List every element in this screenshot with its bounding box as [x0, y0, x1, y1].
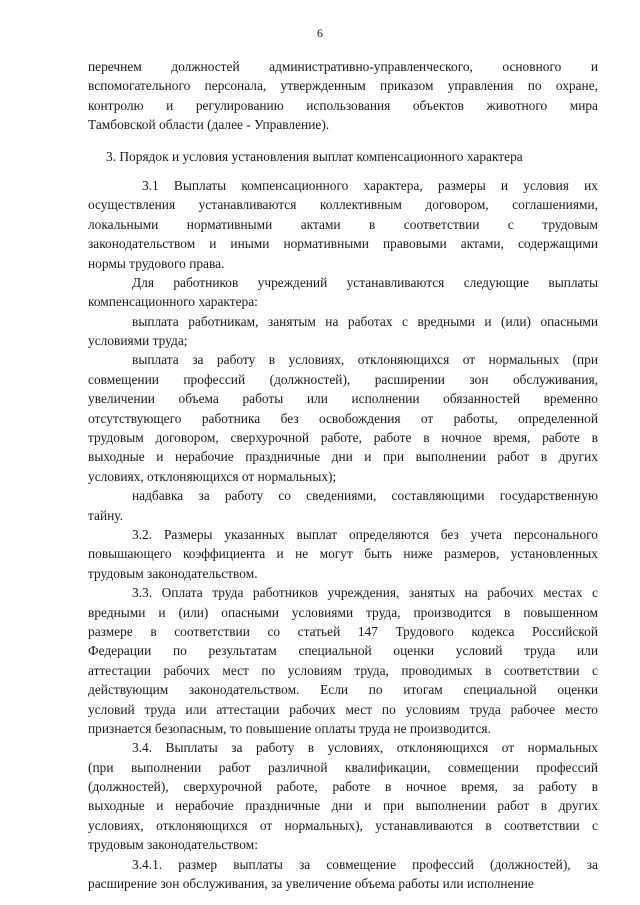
- text-line: повышающего коэффициента и не могут быть ниже размеров, установленных: [88, 546, 598, 562]
- section-heading: 3. Порядок и условия установления выплат компенсационного характера: [106, 148, 523, 164]
- text-line: выплата работникам, занятым на работах с вредными и (или) опасными: [132, 313, 598, 329]
- text-line: законодательством и иными нормативными правовыми актами, содержащими: [88, 236, 598, 252]
- text-line: увеличении объема работы или исполнении обязанностей временно: [88, 391, 598, 407]
- text-line: компенсационного характера:: [88, 294, 258, 310]
- text-line: аттестации рабочих мест по условиям труда, проводимых в соответствии с: [88, 662, 598, 678]
- text-line: 3.4. Выплаты за работу в условиях, отклоняющихся от нормальных: [132, 740, 598, 756]
- text-line: признается безопасным, то повышение оплаты труда не производится.: [88, 720, 491, 736]
- paragraph: [88, 350, 598, 486]
- text-line: трудовым договором, сверхурочной работе, работе в ночное время, работе в: [88, 430, 598, 446]
- text-line: трудовым законодательством.: [88, 565, 258, 581]
- text-line: выходные и нерабочие праздничные дни и при выполнении работ в других: [88, 798, 598, 814]
- text-line: (при выполнении работ различной квалификации, совмещении профессий: [88, 759, 598, 775]
- page-number: 6: [317, 26, 323, 40]
- text-line: 3.1 Выплаты компенсационного характера, размеры и условия их: [142, 177, 598, 193]
- section-paragraphs: [88, 176, 598, 893]
- paragraph: [88, 176, 598, 273]
- text-line: действующим законодательством. Если по итогам специальной оценки: [88, 682, 598, 698]
- text-line: Тамбовской области (далее - Управление).: [88, 117, 330, 133]
- paragraph: [88, 738, 598, 854]
- text-line: условий труда или аттестации рабочих мест по условиям труда рабочее место: [88, 701, 598, 717]
- text-line: тайну.: [88, 507, 123, 523]
- text-line: условиями труда;: [88, 333, 188, 349]
- document-body: [88, 57, 598, 893]
- text-line: условиях, отклоняющихся от нормальных);: [88, 468, 337, 484]
- text-line: совмещении профессий (должностей), расширении зон обслуживания,: [88, 371, 598, 387]
- text-line: 3.2. Размеры указанных выплат определяются без учета персонального: [132, 526, 598, 542]
- text-line: выплата за работу в условиях, отклоняющихся от нормальных (при: [132, 352, 598, 368]
- text-line: осуществления устанавливаются коллективным договором, соглашениями,: [88, 197, 598, 213]
- paragraph: [88, 273, 598, 312]
- intro-paragraph: [88, 57, 598, 135]
- text-line: контролю и регулированию использования объектов животного мира: [88, 97, 598, 113]
- text-line: нормы трудового права.: [88, 255, 225, 271]
- text-line: размере в соответствии со статьей 147 Трудового кодекса Российской: [88, 623, 598, 639]
- text-line: перечнем должностей административно-управленческого, основного и: [88, 59, 598, 74]
- text-line: выходные и нерабочие праздничные дни и при выполнении работ в других: [88, 449, 598, 465]
- text-line: вспомогательного персонала, утвержденным приказом управления по охране,: [88, 78, 598, 94]
- text-line: 3.3. Оплата труда работников учреждения, занятых на рабочих местах с: [132, 585, 598, 601]
- text-line: Федерации по результатам специальной оценки условий труда или: [88, 643, 598, 659]
- paragraph: [88, 855, 598, 894]
- text-line: вредными и (или) опасными условиями труда, производится в повышенном: [88, 604, 598, 620]
- paragraph: [88, 525, 598, 583]
- text-line: (должностей), сверхурочной работе, работе в ночное время, за работу в: [88, 779, 598, 795]
- text-line: трудовым законодательством:: [88, 837, 258, 853]
- paragraph: [88, 583, 598, 738]
- text-line: 3.4.1. размер выплаты за совмещение профессий (должностей), за: [132, 856, 598, 872]
- paragraph: [88, 486, 598, 525]
- text-line: расширение зон обслуживания, за увеличение объема работы или исполнение: [88, 876, 534, 892]
- text-line: отсутствующего работника без освобождения от работы, определенной: [88, 410, 598, 426]
- text-line: условиях, отклоняющихся от нормальных), устанавливаются в соответствии с: [88, 817, 598, 833]
- text-line: надбавка за работу со сведениями, составляющими государственную: [132, 488, 598, 504]
- text-line: Для работников учреждений устанавливаются следующие выплаты: [132, 274, 598, 290]
- paragraph: [88, 312, 598, 351]
- text-line: локальными нормативными актами в соответствии с трудовым: [88, 216, 598, 232]
